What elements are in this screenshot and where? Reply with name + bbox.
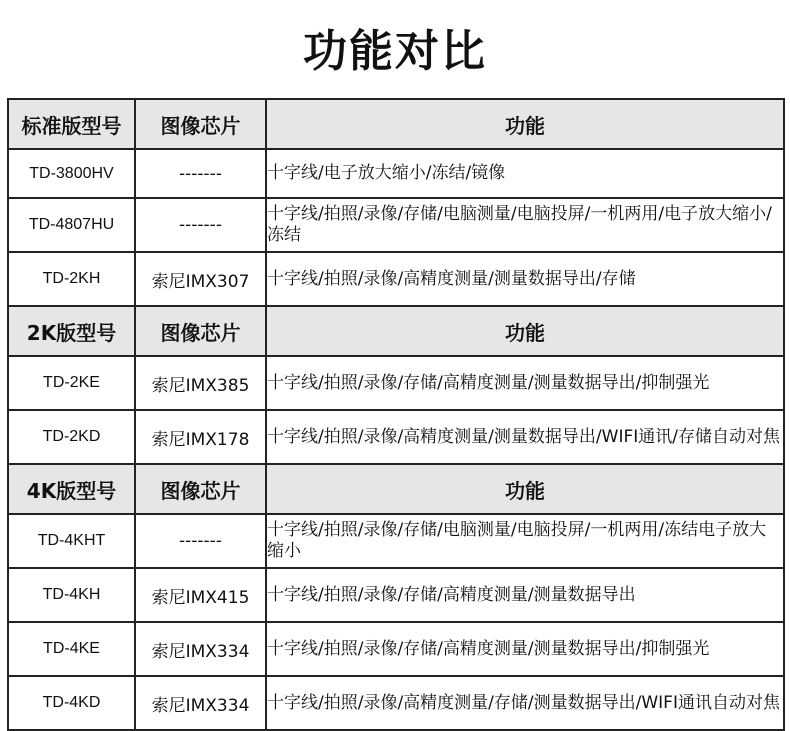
model-cell: TD-4KE [8,622,135,676]
page-title: 功能对比 [303,26,487,77]
chip-cell: ------- [135,198,266,252]
section-header-standard [8,99,784,149]
model-cell: TD-4KH [8,568,135,622]
header-chip: 图像芯片 [135,306,266,356]
table-row [8,149,784,198]
comparison-table [7,98,785,731]
model-cell: TD-2KH [8,252,135,306]
table-row [8,252,784,306]
model-cell: TD-2KE [8,356,135,410]
model-cell: TD-4KHT [8,514,135,568]
model-cell: TD-4807HU [8,198,135,252]
features-cell: 十字线/拍照/录像/高精度测量/测量数据导出/存储 [266,252,784,306]
table-row [8,568,784,622]
chip-cell: 索尼IMX415 [135,568,266,622]
features-cell: 十字线/拍照/录像/存储/电脑测量/电脑投屏/一机两用/冻结电子放大缩小 [266,514,784,568]
features-cell: 十字线/拍照/录像/高精度测量/测量数据导出/WIFI通讯/存储自动对焦 [266,410,784,464]
features-cell: 十字线/拍照/录像/存储/高精度测量/测量数据导出 [266,568,784,622]
header-features: 功能 [266,99,784,149]
header-features: 功能 [266,306,784,356]
header-model: 4K版型号 [8,464,135,514]
chip-cell: 索尼IMX385 [135,356,266,410]
chip-cell: 索尼IMX307 [135,252,266,306]
chip-cell: ------- [135,514,266,568]
features-cell: 十字线/拍照/录像/存储/高精度测量/测量数据导出/抑制强光 [266,622,784,676]
chip-cell: 索尼IMX334 [135,676,266,730]
header-chip: 图像芯片 [135,464,266,514]
table-row [8,198,784,252]
header-chip: 图像芯片 [135,99,266,149]
header-features: 功能 [266,464,784,514]
table-row [8,676,784,730]
section-header-2k [8,306,784,356]
features-cell: 十字线/电子放大缩小/冻结/镜像 [266,149,784,198]
table-row [8,514,784,568]
features-cell: 十字线/拍照/录像/高精度测量/存储/测量数据导出/WIFI通讯自动对焦 [266,676,784,730]
section-header-4k [8,464,784,514]
header-model: 2K版型号 [8,306,135,356]
chip-cell: 索尼IMX334 [135,622,266,676]
table-row [8,410,784,464]
features-cell: 十字线/拍照/录像/存储/高精度测量/测量数据导出/抑制强光 [266,356,784,410]
chip-cell: ------- [135,149,266,198]
features-cell: 十字线/拍照/录像/存储/电脑测量/电脑投屏/一机两用/电子放大缩小/冻结 [266,198,784,252]
table-row [8,356,784,410]
chip-cell: 索尼IMX178 [135,410,266,464]
model-cell: TD-3800HV [8,149,135,198]
header-model: 标准版型号 [8,99,135,149]
model-cell: TD-4KD [8,676,135,730]
table-row [8,622,784,676]
model-cell: TD-2KD [8,410,135,464]
